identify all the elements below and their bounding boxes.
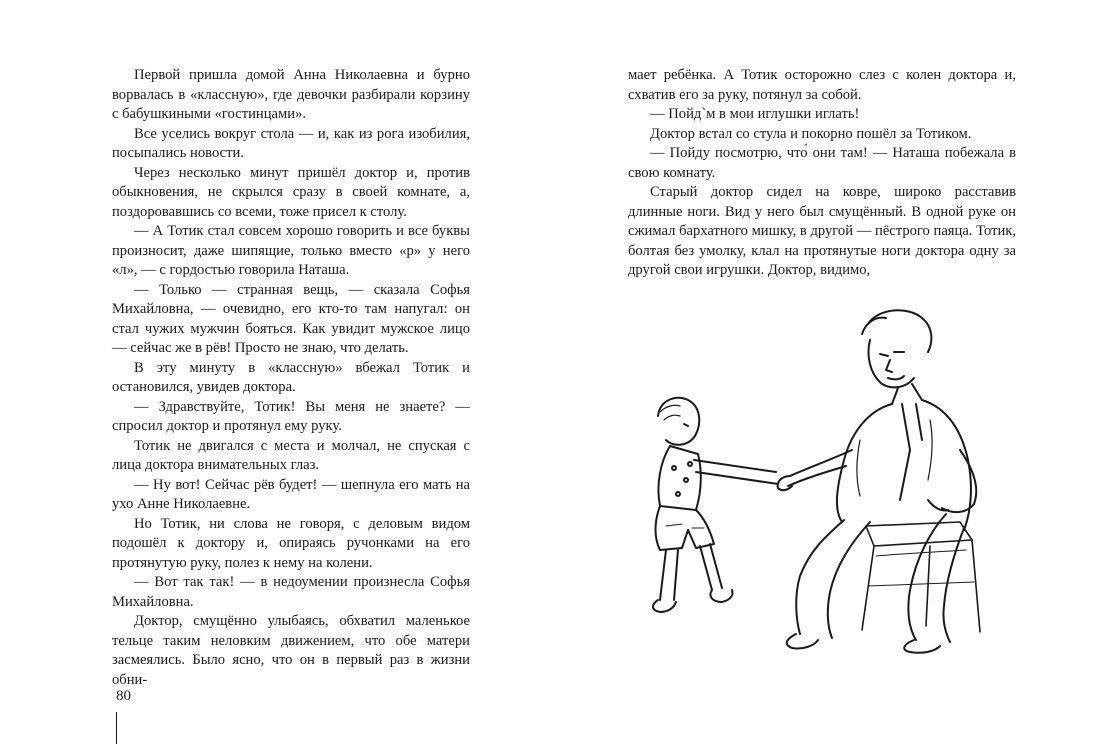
doctor-figure	[778, 310, 977, 652]
paragraph: Первой пришла домой Анна Николаевна и бурно ворвалась в «классную», где девочки разбирали корзину с бабушкиными «гостинцами».	[112, 67, 470, 122]
paragraph: Но Тотик, ни слова не говоря, с деловым видом подошёл к доктору и, опираясь ручонками на его протянутую руку, полез к нему на колени.	[112, 515, 470, 571]
paragraph: Через несколько минут пришёл доктор и, против обыкновения, не скрылся сразу в своей комнате, а, поздоровавшись со всеми, тоже присел к столу.	[112, 164, 470, 220]
paragraph: Все уселись вокруг стола — и, как из рога изобилия, посыпались новости.	[112, 125, 470, 161]
chair	[862, 522, 980, 632]
paragraph: Доктор, смущённо улыбаясь, обхватил маленькое тельце таким неловким движением, что обе матери засмеялись. Было ясно, что он в первый раз в жизни обни-	[112, 613, 470, 688]
paragraph: В эту минуту в «классную» вбежал Тотик и остановился, увидев доктора.	[112, 359, 470, 395]
continued-paragraph: мает ребёнка. А Тотик осторожно слез с колен доктора и, схватив его за руку, потянул за собой.	[628, 67, 1016, 103]
page-fold-line	[116, 712, 117, 744]
paragraph: — Только — странная вещь, — сказала Софья Михайловна, — очевидно, его кто-то там напугал: он стал чужих мужчин бояться. Как увидит мужское лицо — сейчас же в рёв! Просто не знаю, что делать.	[112, 281, 470, 356]
right-page-text	[628, 66, 1016, 281]
page-number: 80	[116, 688, 131, 704]
paragraph: — Пойду посмотрю, что́ они там! — Наташа побежала в свою комнату.	[628, 145, 1016, 181]
paragraph: — Вот так так! — в недоумении произнесла Софья Михайловна.	[112, 574, 470, 610]
paragraph: Тотик не двигался с места и молчал, не спуская с лица доктора внимательных глаз.	[112, 437, 470, 473]
left-page-text	[112, 66, 470, 690]
paragraph: — А Тотик стал совсем хорошо говорить и все буквы произносит, даже шипящие, только вместо «р» у него «л», — с гордостью говорила Наташа.	[112, 223, 470, 278]
paragraph: Доктор встал со стула и покорно пошёл за Тотиком.	[650, 125, 972, 142]
paragraph: — Здравствуйте, Тотик! Вы меня не знаете? — спросил доктор и протянул ему руку.	[112, 398, 470, 434]
paragraph: — Ну вот! Сейчас рёв будет! — шепнула его мать на ухо Анне Николаевне.	[112, 476, 470, 512]
child-figure	[653, 398, 778, 612]
paragraph: — Пойд`м в мои иглушки иглать!	[650, 106, 860, 122]
paragraph: Старый доктор сидел на ковре, широко расставив длинные ноги. Вид у него был смущённый. В одной руке он сжимал бархатного мишку, в другой — пёстрого паяца. Тотик, болтая без умолку, клал на протянутые ноги доктора одну за другой свои игрушки. Доктор, видимо,	[628, 184, 1016, 278]
illustration-doctor-and-child	[630, 300, 1000, 660]
